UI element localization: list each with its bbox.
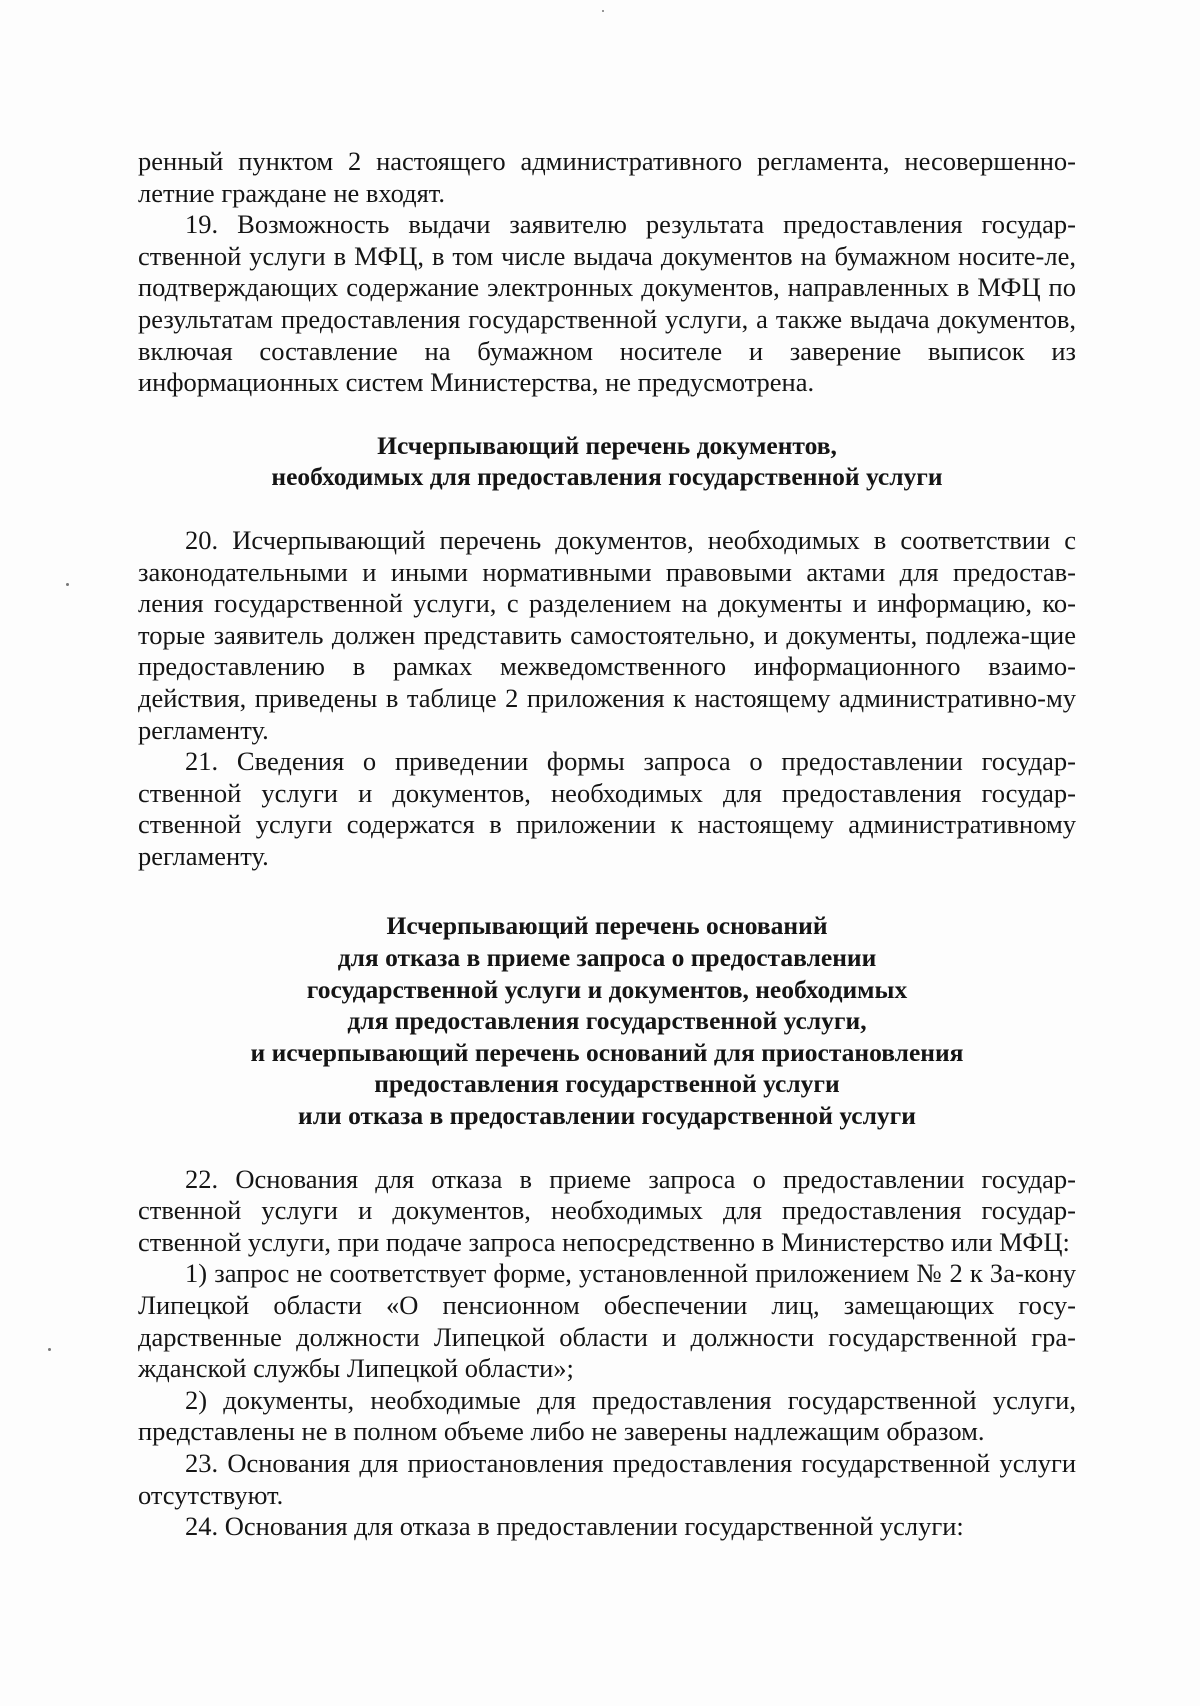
paragraph-continuation: ренный пунктом 2 настоящего административного регламента, несовершенно-летние граждане не входят. xyxy=(138,146,1076,208)
paragraph-19: 19. Возможность выдачи заявителю результата предоставления государ-ственной услуги в МФЦ, в том числе выдача документов на бумажном носите-ле, подтверждающих содержание электронных документов, направленных в МФЦ по результатам предоставления государственной услуги, а также выдача документов, включая составление на бумажном носителе и заверение выписок из информационных систем Министерства, не предусмотрена. xyxy=(138,209,1076,398)
heading-line: Исчерпывающий перечень документов, xyxy=(377,430,837,460)
paragraph-22-item-1: 1) запрос не соответствует форме, установленной приложением № 2 к За-кону Липецкой области «О пенсионном обеспечении лиц, замещающих госу-дарственные должности Липецкой области и должности государственной гра-жданской службы Липецкой области»; xyxy=(138,1258,1076,1384)
heading-line: или отказа в предоставлении государственной услуги xyxy=(298,1101,916,1131)
paragraph-21: 21. Сведения о приведении формы запроса о предоставлении государ-ственной услуги и документов, необходимых для предоставления государ-ственной услуги содержатся в приложении к настоящему административному регламенту. xyxy=(138,746,1076,871)
heading-line: для предоставления государственной услуги, xyxy=(347,1006,867,1036)
heading-line: предоставления государственной услуги xyxy=(374,1069,840,1099)
heading-line: государственной услуги и документов, необходимых xyxy=(306,974,908,1004)
scan-speck xyxy=(66,583,69,586)
section-heading-documents xyxy=(138,430,1076,493)
section-heading-grounds xyxy=(138,910,1076,1131)
heading-line: необходимых для предоставления государственной услуги xyxy=(271,462,943,492)
paragraph-23: 23. Основания для приостановления предоставления государственной услуги отсутствуют. xyxy=(138,1447,1076,1510)
paragraph-20: 20. Исчерпывающий перечень документов, необходимых в соответствии с законодательными и иными нормативными правовыми актами для предостав-ления государственной услуги, с разделением на документы и информацию, ко-торые заявитель должен представить самостоятельно, и документы, подлежа-щие предоставлению в рамках межведомственного информационного взаимо-действия, приведены в таблице 2 приложения к настоящему административно-му регламенту. xyxy=(138,524,1076,745)
scan-speck xyxy=(602,10,604,12)
heading-line: для отказа в приеме запроса о предоставлении xyxy=(337,943,877,973)
scan-speck xyxy=(48,1348,51,1351)
heading-line: Исчерпывающий перечень оснований xyxy=(386,911,828,941)
heading-line: и исчерпывающий перечень оснований для приостановления xyxy=(250,1037,964,1067)
paragraph-22-item-2: 2) документы, необходимые для предоставления государственной услуги, представлены не в полном объеме либо не заверены надлежащим образом. xyxy=(138,1384,1076,1447)
paragraph-22: 22. Основания для отказа в приеме запроса о предоставлении государ-ственной услуги и документов, необходимых для предоставления государ-ственной услуги, при подаче запроса непосредственно в Министерство или МФЦ: xyxy=(138,1163,1076,1257)
spacer xyxy=(138,493,1076,525)
document-body xyxy=(138,146,1076,1543)
spacer xyxy=(138,1132,1076,1164)
paragraph-24: 24. Основания для отказа в предоставлении государственной услуги: xyxy=(185,1511,964,1542)
spacer xyxy=(138,399,1076,430)
spacer xyxy=(138,872,1076,910)
